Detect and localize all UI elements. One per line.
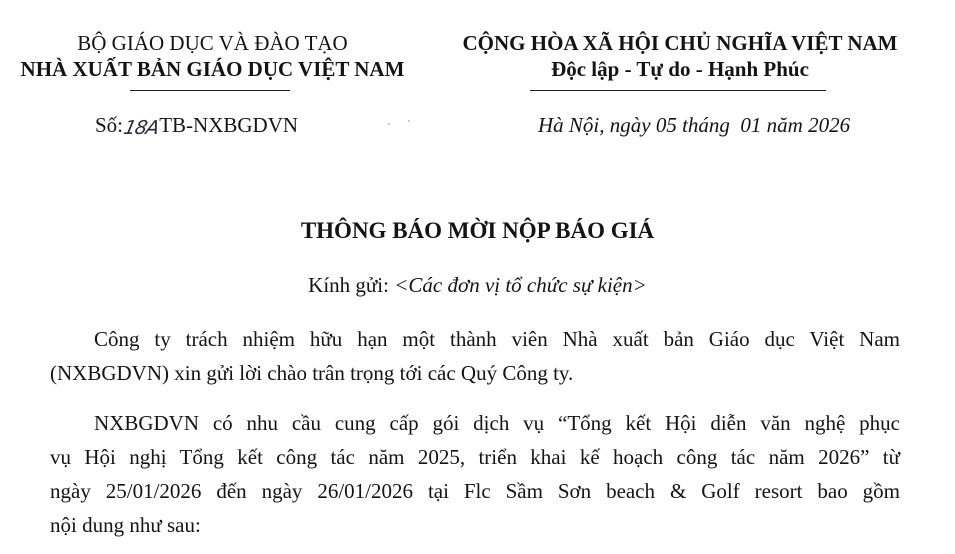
document-title: THÔNG BÁO MỜI NỘP BÁO GIÁ (300, 218, 655, 243)
document-number-suffix: TB-NXBGDVN (159, 113, 299, 137)
document-number-prefix: Số: (95, 113, 124, 137)
publisher-name: NHÀ XUẤT BẢN GIÁO DỤC VIỆT NAM (20, 57, 405, 81)
handwritten-number: 18A (121, 117, 161, 139)
service-paragraph (50, 406, 900, 542)
country-name: CỘNG HÒA XÃ HỘI CHỦ NGHĨA VIỆT NAM (462, 31, 898, 55)
paragraph-line: vụ Hội nghị Tổng kết công tác năm 2025, triển khai kế hoạch công tác năm 2026” từ (50, 445, 900, 469)
ministry-name: BỘ GIÁO DỤC VÀ ĐÀO TẠO (77, 31, 348, 55)
recipient-line (0, 273, 955, 298)
document-number (95, 113, 298, 139)
scan-speck (408, 120, 410, 122)
national-motto: Độc lập - Tự do - Hạnh Phúc (551, 57, 809, 81)
paragraph-line: Công ty trách nhiệm hữu hạn một thành viên Nhà xuất bản Giáo dục Việt Nam (94, 327, 900, 351)
paragraph-line: ngày 25/01/2026 đến ngày 26/01/2026 tại Flc Sầm Sơn beach & Golf resort bao gồm (50, 479, 900, 503)
left-header-underline (130, 90, 290, 91)
intro-paragraph (50, 322, 900, 390)
recipient-label: Kính gửi: (308, 273, 389, 297)
paragraph-line: NXBGDVN có nhu cầu cung cấp gói dịch vụ “Tổng kết Hội diễn văn nghệ phục (94, 411, 900, 435)
recipient-value: <Các đơn vị tổ chức sự kiện> (394, 273, 647, 297)
paragraph-line: (NXBGDVN) xin gửi lời chào trân trọng tới các Quý Công ty. (50, 361, 574, 385)
paragraph-line: nội dung như sau: (50, 513, 201, 537)
scan-speck (388, 123, 390, 125)
place-and-date: Hà Nội, ngày 05 tháng 01 năm 2026 (538, 113, 851, 137)
right-header-underline (530, 90, 826, 91)
